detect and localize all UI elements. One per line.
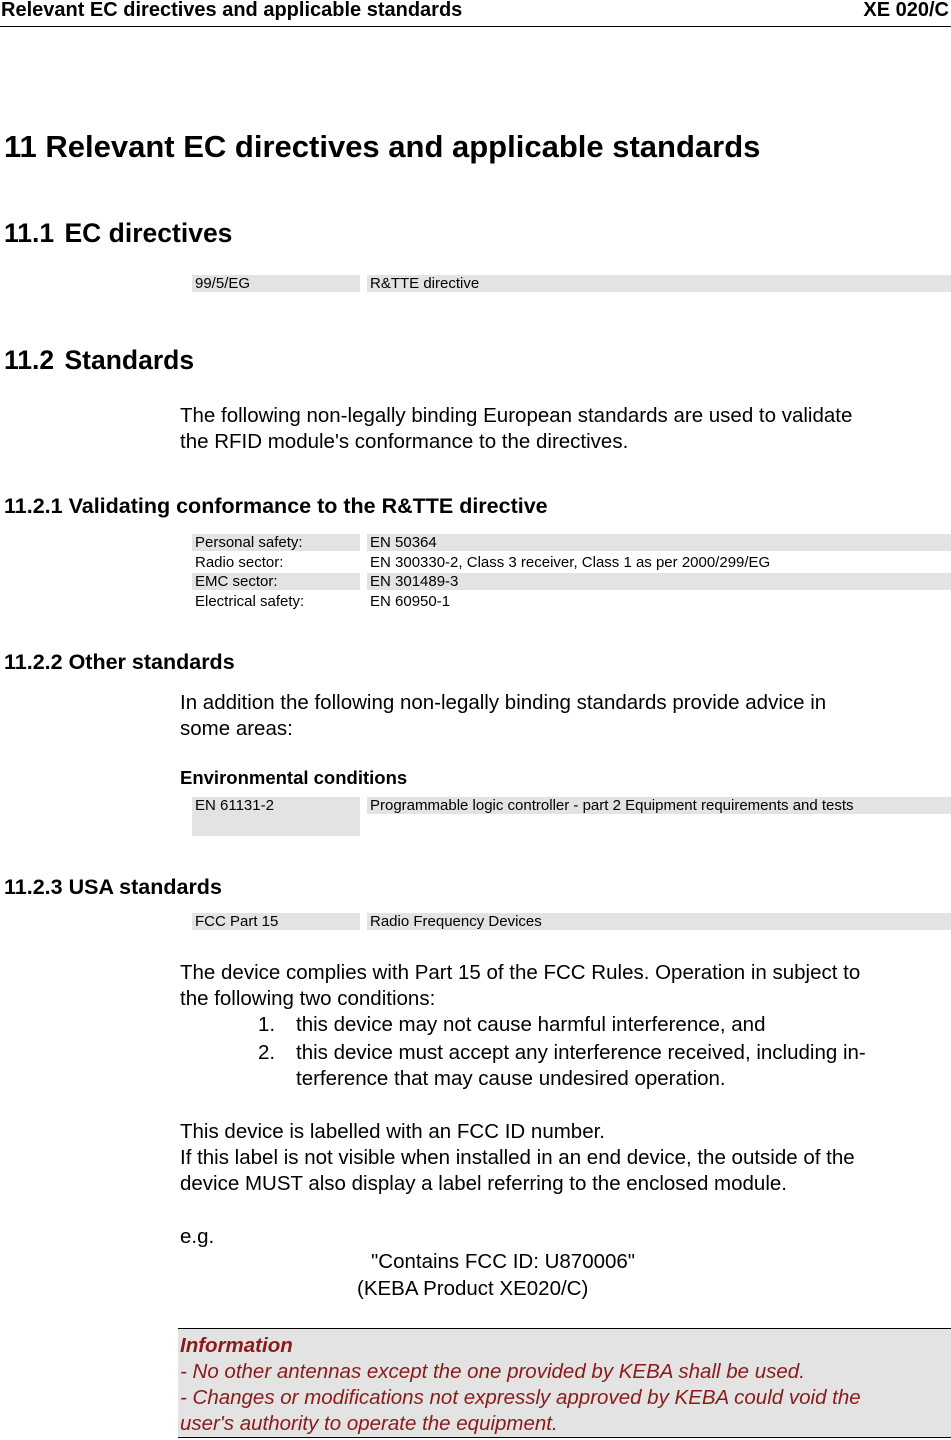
subsection-title: USA standards	[68, 875, 222, 899]
subsection-number: 11.2.2	[4, 650, 63, 674]
fcc-compliance-paragraph	[180, 960, 948, 1012]
table-row	[192, 572, 951, 592]
paragraph-line: some areas:	[180, 717, 293, 740]
table-cell-code: EN 61131-2	[192, 797, 360, 836]
header-title: Relevant EC directives and applicable standards	[1, 0, 463, 21]
table-row	[192, 553, 951, 573]
ec-directives-table	[192, 274, 951, 294]
table-cell-value: EN 60950-1	[370, 592, 451, 610]
information-title: Information	[180, 1334, 293, 1357]
table-cell-value: EN 50364	[367, 534, 951, 551]
table-cell-label: Personal safety:	[192, 534, 360, 551]
table-cell-label: Electrical safety:	[195, 592, 305, 610]
information-box	[178, 1328, 951, 1438]
section-number: 11.1	[4, 218, 55, 248]
chapter-heading	[4, 129, 760, 165]
table-cell-label: EMC sector:	[192, 573, 360, 590]
table-row	[192, 533, 951, 553]
subsection-title: Validating conformance to the R&TTE directive	[68, 494, 548, 518]
table-cell-desc: R&TTE directive	[367, 275, 951, 292]
information-line: - Changes or modifications not expressly approved by KEBA could void the	[180, 1386, 861, 1409]
other-standards-intro	[180, 690, 948, 742]
list-text: terference that may cause undesired operation.	[296, 1067, 726, 1090]
subsection-heading-rtte	[4, 494, 548, 519]
section-heading-standards	[4, 345, 194, 376]
fcc-label-paragraph	[180, 1119, 948, 1197]
product-label-text: (KEBA Product XE020/C)	[357, 1277, 589, 1300]
subsection-number: 11.2.1	[4, 494, 63, 518]
table-cell-desc: Radio Frequency Devices	[367, 913, 951, 930]
fcc-id-label-text: "Contains FCC ID: U870006"	[371, 1250, 636, 1273]
environmental-conditions-heading: Environmental conditions	[180, 767, 408, 788]
table-row	[192, 592, 951, 612]
table-cell-code: 99/5/EG	[192, 275, 360, 292]
paragraph-line: If this label is not visible when installed in an end device, the outside of the	[180, 1146, 855, 1169]
header-doc-id: XE 020/C	[863, 0, 949, 21]
section-title: Standards	[64, 345, 195, 375]
table-cell-code: FCC Part 15	[192, 913, 360, 930]
running-header	[0, 0, 951, 27]
table-cell-value: EN 301489-3	[367, 573, 951, 590]
subsection-heading-other-standards	[4, 650, 235, 675]
table-row	[192, 274, 951, 294]
chapter-title: Relevant EC directives and applicable standards	[45, 129, 761, 164]
paragraph-line: The device complies with Part 15 of the FCC Rules. Operation in subject to	[180, 961, 861, 984]
list-text: this device must accept any interference received, including in-	[296, 1041, 866, 1064]
table-cell-desc: Programmable logic controller - part 2 Equipment requirements and tests	[367, 797, 951, 814]
table-cell-label: Radio sector:	[195, 553, 284, 571]
chapter-number: 11	[4, 129, 37, 164]
environmental-table	[192, 796, 951, 837]
subsection-number: 11.2.3	[4, 875, 63, 899]
information-line: user's authority to operate the equipment.	[180, 1412, 558, 1435]
list-number: 2.	[258, 1041, 276, 1064]
paragraph-line: the following two conditions:	[180, 987, 436, 1010]
paragraph-line: The following non-legally binding European standards are used to validate	[180, 404, 853, 427]
table-row	[192, 912, 951, 932]
section-heading-ec-directives	[4, 218, 232, 249]
paragraph-line: the RFID module's conformance to the directives.	[180, 430, 629, 453]
section-number: 11.2	[4, 345, 55, 375]
paragraph-line: device MUST also display a label referring to the enclosed module.	[180, 1172, 787, 1195]
paragraph-line: In addition the following non-legally binding standards provide advice in	[180, 691, 827, 714]
subsection-title: Other standards	[68, 650, 235, 674]
example-label: e.g.	[180, 1225, 215, 1248]
paragraph-line: This device is labelled with an FCC ID number.	[180, 1120, 605, 1143]
standards-intro-paragraph	[180, 403, 948, 455]
table-cell-value: EN 300330-2, Class 3 receiver, Class 1 as per 2000/299/EG	[370, 553, 771, 571]
list-number: 1.	[258, 1013, 276, 1036]
section-title: EC directives	[64, 218, 233, 248]
table-row	[192, 796, 951, 837]
subsection-heading-usa-standards	[4, 875, 222, 900]
usa-standards-table	[192, 912, 951, 932]
rtte-standards-table	[192, 533, 951, 611]
information-line: - No other antennas except the one provided by KEBA shall be used.	[180, 1360, 805, 1383]
list-text: this device may not cause harmful interference, and	[296, 1013, 766, 1036]
